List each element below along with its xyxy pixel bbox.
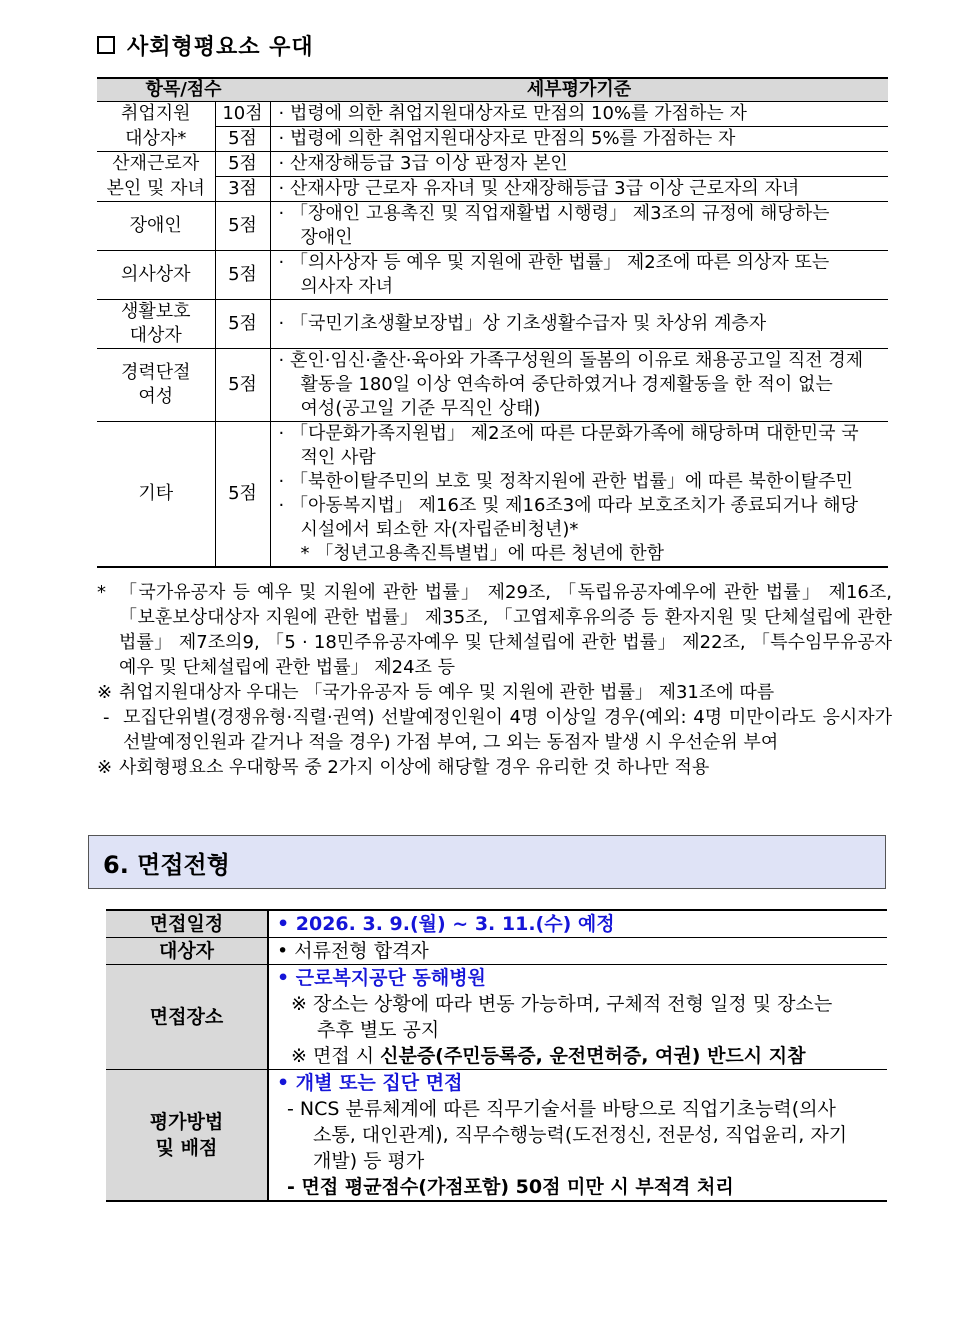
criteria-cell: · 법령에 의한 취업지원대상자로 만점의 5%를 가점하는 자 (270, 127, 888, 152)
method-label-line: 평가방법 (149, 1111, 224, 1133)
criteria-cell: · 「국민기초생활보장법」상 기초생활수급자 및 차상위 계층자 (270, 300, 888, 349)
category-cell: 대상자* (97, 127, 215, 152)
id-note-prefix: ※ 면접 시 (291, 1045, 381, 1067)
location-note: 추후 별도 공지 (317, 1019, 440, 1041)
category-line: 대상자 (129, 325, 182, 346)
category-cell: 취업지원 (97, 102, 215, 127)
note-text: 모집단위별(경쟁유형·직렬·권역) 선발예정인원이 4명 이상일 경우(예외: 4명 미만이라도 응시자가 선발예정인원과 같거나 적을 경우) 가점 부여, 그 외는 동점자 발생 시 우선순위 부여 (123, 707, 892, 753)
checkbox-icon (97, 36, 115, 54)
method-cutoff (277, 1174, 881, 1200)
table-row (97, 422, 888, 568)
criteria-line: · 「아동복지법」 제16조 및 제16조3에 따라 보호조치가 종료되거나 해당 (278, 495, 858, 516)
method-value (268, 1070, 887, 1202)
category-cell: 장애인 (97, 202, 215, 251)
target-value: • 서류전형 합격자 (268, 938, 887, 965)
points-cell: 5점 (215, 349, 270, 422)
location-note (277, 1043, 881, 1069)
points-cell: 5점 (215, 127, 270, 152)
category-cell: 산재근로자 (97, 152, 215, 177)
location-label: 면접장소 (106, 965, 268, 1070)
note-text: 「국가유공자 등 예우 및 지원에 관한 법률」 제29조, 「독립유공자예우에 관한 법률」 제16조, 「보훈보상대상자 지원에 관한 법률」 제35조, 「고엽제후유의증 등 환자지원 및 단체설립에 관한 법률」 제7조의9, 「5 · 18민주유공자예우 및 단체설립에 관한 법률」 제22조, 「특수임무유공자 예우 및 단체설립에 관한 법률」 제24조 등 (119, 582, 892, 678)
criteria-cell (270, 251, 888, 300)
criteria-line: · 「다문화가족지원법」 제2조에 따른 다문화가족에 해당하며 대한민국 국 (278, 423, 859, 444)
location-place: • 근로복지공단 동해병원 (277, 967, 486, 989)
criteria-line: 여성(공고일 기준 무직인 상태) (300, 398, 541, 419)
note-item (97, 580, 892, 680)
criteria-line: 활동을 180일 이상 연속하여 중단하였거나 경제활동을 한 적이 없는 (300, 374, 833, 395)
table-row (106, 965, 887, 1070)
table-row (97, 349, 888, 422)
note-mark: ※ (97, 757, 113, 778)
schedule-value: • 2026. 3. 9.(월) ~ 3. 11.(수) 예정 (268, 910, 887, 938)
criteria-line: 시설에서 퇴소한 자(자립준비청년)* (300, 519, 579, 540)
note-item (97, 705, 892, 755)
note-text: 사회형평요소 우대항목 중 2가지 이상에 해당할 경우 유리한 것 하나만 적용 (119, 757, 710, 778)
location-value (268, 965, 887, 1070)
note-mark: * (97, 582, 106, 603)
notes-block (97, 580, 892, 780)
criteria-line: · 「의사상자 등 예우 및 지원에 관한 법률」 제2조에 따른 의상자 또는 (278, 252, 830, 273)
table-row (106, 938, 887, 965)
criteria-cell: · 산재사망 근로자 유자녀 및 산재장해등급 3급 이상 근로자의 자녀 (270, 177, 888, 202)
table-row (97, 251, 888, 300)
table-row (97, 102, 888, 127)
points-cell: 3점 (215, 177, 270, 202)
category-line: 경력단절 (120, 362, 191, 383)
interview-table (106, 909, 887, 1202)
location-note: ※ 장소는 상황에 따라 변동 가능하며, 구체적 전형 일정 및 장소는 (291, 993, 833, 1015)
table-row (97, 202, 888, 251)
table-row (97, 300, 888, 349)
method-desc: - NCS 분류체계에 따른 직무기술서를 바탕으로 직업기초능력(의사 (287, 1098, 836, 1120)
criteria-line: · 혼인·임신·출산·육아와 가족구성원의 돌봄의 이유로 채용공고일 직전 경제 (278, 350, 864, 371)
note-item (97, 755, 892, 780)
preference-table (97, 77, 888, 568)
category-line: 생활보호 (120, 301, 191, 322)
cutoff-text: 면접 평균점수(가점포함) 50점 미만 시 부적격 처리 (301, 1176, 734, 1198)
category-line: 여성 (138, 386, 174, 407)
criteria-line: 의사자 자녀 (300, 276, 394, 297)
id-requirement: 신분증(주민등록증, 운전면허증, 여권) 반드시 지참 (380, 1045, 806, 1067)
table-row (106, 910, 887, 938)
category-cell (97, 349, 215, 422)
section-title: 사회형평요소 우대 (127, 34, 314, 60)
header-criteria: 세부평가기준 (270, 78, 888, 102)
table-header-row (97, 78, 888, 102)
criteria-cell: · 산재장해등급 3급 이상 판정자 본인 (270, 152, 888, 177)
points-cell: 5점 (215, 251, 270, 300)
table-row (97, 177, 888, 202)
note-mark: - (103, 707, 110, 728)
category-cell: 의사상자 (97, 251, 215, 300)
criteria-line: · 「북한이탈주민의 보호 및 정착지원에 관한 법률」에 따른 북한이탈주민 (278, 471, 853, 492)
method-desc: 개발) 등 평가 (313, 1150, 425, 1172)
method-desc: 소통, 대인관계), 직무수행능력(도전정신, 전문성, 직업윤리, 자기 (313, 1124, 848, 1146)
category-cell: 본인 및 자녀 (97, 177, 215, 202)
criteria-line: · 「장애인 고용촉진 및 직업재활법 시행령」 제3조의 규정에 해당하는 (278, 203, 830, 224)
category-cell: 기타 (97, 422, 215, 568)
points-cell: 5점 (215, 300, 270, 349)
note-item (97, 680, 892, 705)
note-mark: ※ (97, 682, 113, 703)
method-type: • 개별 또는 집단 면접 (277, 1072, 463, 1094)
category-cell (97, 300, 215, 349)
target-label: 대상자 (106, 938, 268, 965)
section-heading (97, 28, 314, 62)
criteria-cell: · 법령에 의한 취업지원대상자로 만점의 10%를 가점하는 자 (270, 102, 888, 127)
criteria-line: * 「청년고용촉진특별법」에 따른 청년에 한함 (300, 543, 664, 564)
criteria-line: 장애인 (300, 227, 353, 248)
method-label-line: 및 배점 (155, 1137, 218, 1159)
method-label (106, 1070, 268, 1202)
criteria-cell (270, 349, 888, 422)
table-row (97, 127, 888, 152)
section-header (88, 835, 886, 889)
points-cell: 5점 (215, 202, 270, 251)
table-row (106, 1070, 887, 1202)
criteria-cell (270, 202, 888, 251)
table-row (97, 152, 888, 177)
points-cell: 10점 (215, 102, 270, 127)
cutoff-dash: - (287, 1176, 302, 1198)
criteria-line: 적인 사람 (300, 447, 376, 468)
header-category: 항목/점수 (97, 78, 270, 102)
schedule-label: 면접일정 (106, 910, 268, 938)
points-cell: 5점 (215, 422, 270, 568)
note-text: 취업지원대상자 우대는 「국가유공자 등 예우 및 지원에 관한 법률」 제31조에 따름 (119, 682, 775, 703)
criteria-cell (270, 422, 888, 568)
points-cell: 5점 (215, 152, 270, 177)
section-title: 6. 면접전형 (103, 850, 230, 879)
